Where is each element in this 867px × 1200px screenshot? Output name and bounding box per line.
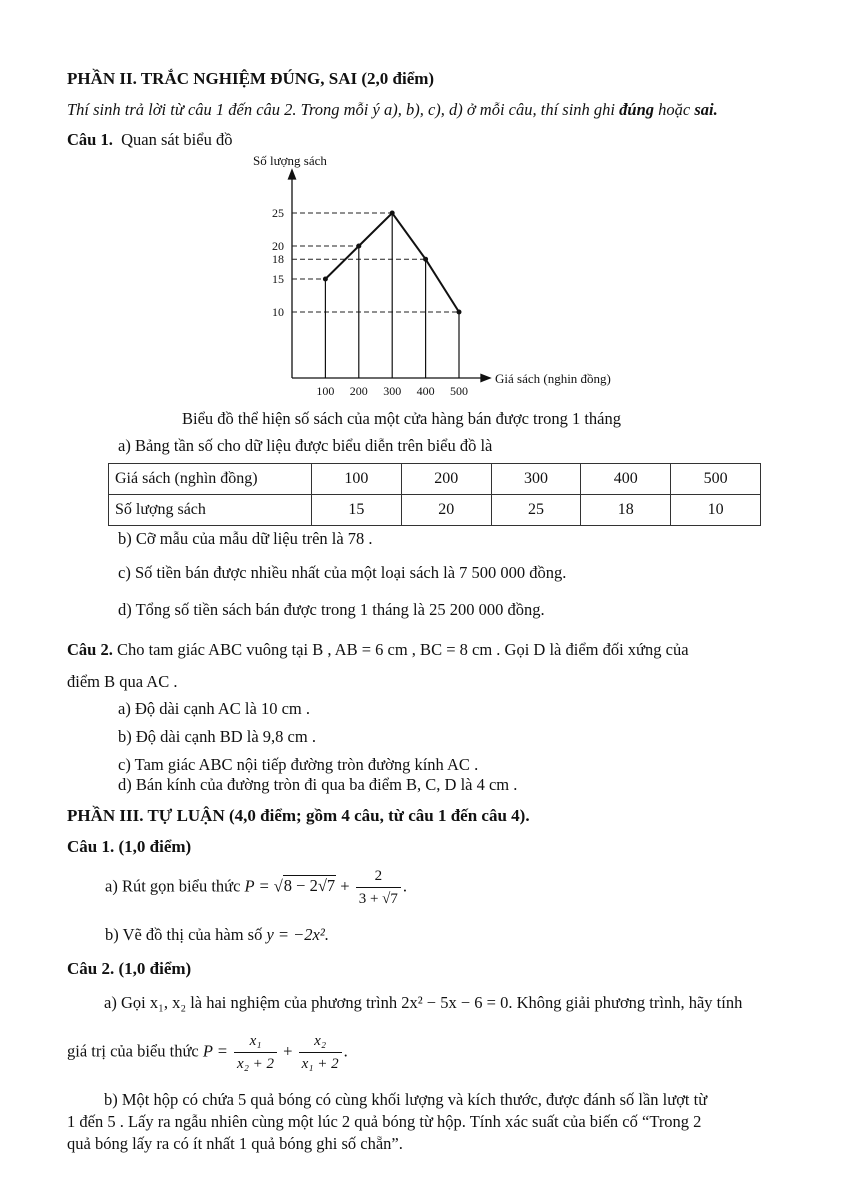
table-row [109,495,761,526]
svg-text:400: 400 [416,384,435,398]
p3-q2-label: Câu 2. (1,0 điểm) [67,959,192,978]
instruction-text: Thí sinh trả lời từ câu 1 đến câu 2. Trong mỗi ý a), b), c), d) ở mỗi câu, thí sinh ghi [67,100,620,119]
p3-q2-b-line3: quả bóng lấy ra có ít nhất 1 quả bóng ghi số chẵn”. [67,1134,403,1153]
fraction-end: . [343,1041,348,1061]
svg-text:200: 200 [349,384,368,398]
q2-text1: Cho tam giác ABC vuông tại B , AB = 6 cm , BC = 8 cm . Gọi D là điểm đối xứng của [112,640,689,659]
fraction-numerator: 2 [356,865,401,888]
book-sales-chart [240,150,640,400]
fraction-1-denominator: x₂ + 2 [237,1056,275,1072]
svg-text:500: 500 [450,384,468,398]
table-cell: 300 [491,464,581,495]
q2-label: Câu 2. [67,640,113,659]
line-chart-svg [240,150,640,400]
table-cell: 200 [401,464,491,495]
svg-text:100: 100 [316,384,335,398]
svg-text:25: 25 [272,206,284,220]
svg-text:18: 18 [272,252,284,267]
table-cell: 18 [581,495,671,526]
svg-text:300: 300 [383,384,402,398]
p3-q1-a-lhs: P = [244,876,274,896]
fraction-2 [299,1030,342,1075]
svg-text:15: 15 [272,272,284,286]
q2-item-b: b) Độ dài cạnh BD là 9,8 cm . [118,727,316,746]
q1-text: Quan sát biểu đồ [121,130,233,149]
p3-q1-b-text: b) Vẽ đồ thị của hàm số [105,925,267,944]
q1-item-c: c) Số tiền bán được nhiều nhất của một loại sách là 7 500 000 đồng. [118,563,567,582]
fraction-denominator: 3 + √7 [358,891,398,907]
fraction-2-denominator: x₁ + 2 [301,1056,339,1072]
p3-q2-b-line1: b) Một hộp có chứa 5 quả bóng có cùng khối lượng và kích thước, được đánh số lần lượt từ [104,1090,708,1109]
q2-item-d: d) Bán kính của đường tròn đi qua ba điểm B, C, D là 4 cm . [118,775,518,794]
y-axis-label: Số lượng sách [253,153,327,168]
fraction-2-numerator: x₂ [299,1030,342,1053]
table-cell: 25 [491,495,581,526]
p3-q1-a-sqrt: 8 − 2√7 [283,876,336,896]
frequency-table [108,463,761,526]
q1-label: Câu 1. [67,130,113,149]
row-header: Giá sách (nghìn đồng) [109,464,312,495]
instruction-false: sai. [694,100,718,119]
q1-item-b: b) Cỡ mẫu của mẫu dữ liệu trên là 78 . [118,529,373,548]
p3-q1-b-expr: y = −2x². [266,925,329,944]
q2-item-a: a) Độ dài cạnh AC là 10 cm . [118,699,310,718]
q2-item-c: c) Tam giác ABC nội tiếp đường tròn đường kính AC . [118,755,479,774]
p3-q2-a-line1: a) Gọi x₁, x₂ là hai nghiệm của phương trình 2x² − 5x − 6 = 0. Không giải phương trình, hãy tính [104,993,743,1012]
fraction-plus: + [279,1041,297,1061]
table-cell: 10 [671,495,761,526]
chart-caption: Biểu đồ thể hiện số sách của một cửa hàng bán được trong 1 tháng [182,409,621,428]
q1-item-d: d) Tổng số tiền sách bán được trong 1 tháng là 25 200 000 đồng. [118,600,545,619]
part2-heading: PHẦN II. TRẮC NGHIỆM ĐÚNG, SAI (2,0 điểm) [67,69,435,88]
svg-text:10: 10 [272,305,284,319]
q1-intro [67,130,232,150]
p3-q1-a-text: a) Rút gọn biểu thức [105,876,245,896]
p3-q1-a-plus: + [336,876,354,896]
p3-q2-a-line2-text: giá trị của biểu thức [67,1041,203,1061]
p3-q1-b [105,925,329,945]
p3-q1-a-fraction [356,865,401,910]
table-cell: 500 [671,464,761,495]
q1-item-a: a) Bảng tần số cho dữ liệu được biểu diễn trên biểu đồ là [118,436,493,455]
part2-instruction [67,100,718,120]
instruction-true: đúng [619,100,654,119]
q2-line1 [67,640,689,660]
x-axis-label: Giá sách (nghin đồng) [495,371,611,386]
fraction-1-numerator: x₁ [234,1030,277,1053]
table-cell: 100 [312,464,402,495]
fraction-1 [234,1030,277,1075]
table-cell: 15 [312,495,402,526]
table-row [109,464,761,495]
q2-line2: điểm B qua AC . [67,672,178,691]
table-cell: 20 [401,495,491,526]
p3-q1-a-end: . [402,876,408,896]
p3-q2-a-P: P = [202,1041,233,1061]
svg-text:20: 20 [272,239,284,253]
row-header: Số lượng sách [109,495,312,526]
instruction-mid: hoặc [654,100,695,119]
part3-heading: PHẦN III. TỰ LUẬN (4,0 điểm; gồm 4 câu, từ câu 1 đến câu 4). [67,806,530,825]
p3-q2-a-line2 [67,1030,348,1075]
table-cell: 400 [581,464,671,495]
p3-q1-label: Câu 1. (1,0 điểm) [67,837,192,856]
p3-q2-b-line2: 1 đến 5 . Lấy ra ngẫu nhiên cùng một lúc 2 quả bóng từ hộp. Tính xác suất của biến cố “Trong 2 [67,1112,702,1131]
p3-q1-a: a) Rút gọn biểu thức P = √8 − 2√7 + $\frac{2}{3 + √7}$ . [105,865,407,910]
